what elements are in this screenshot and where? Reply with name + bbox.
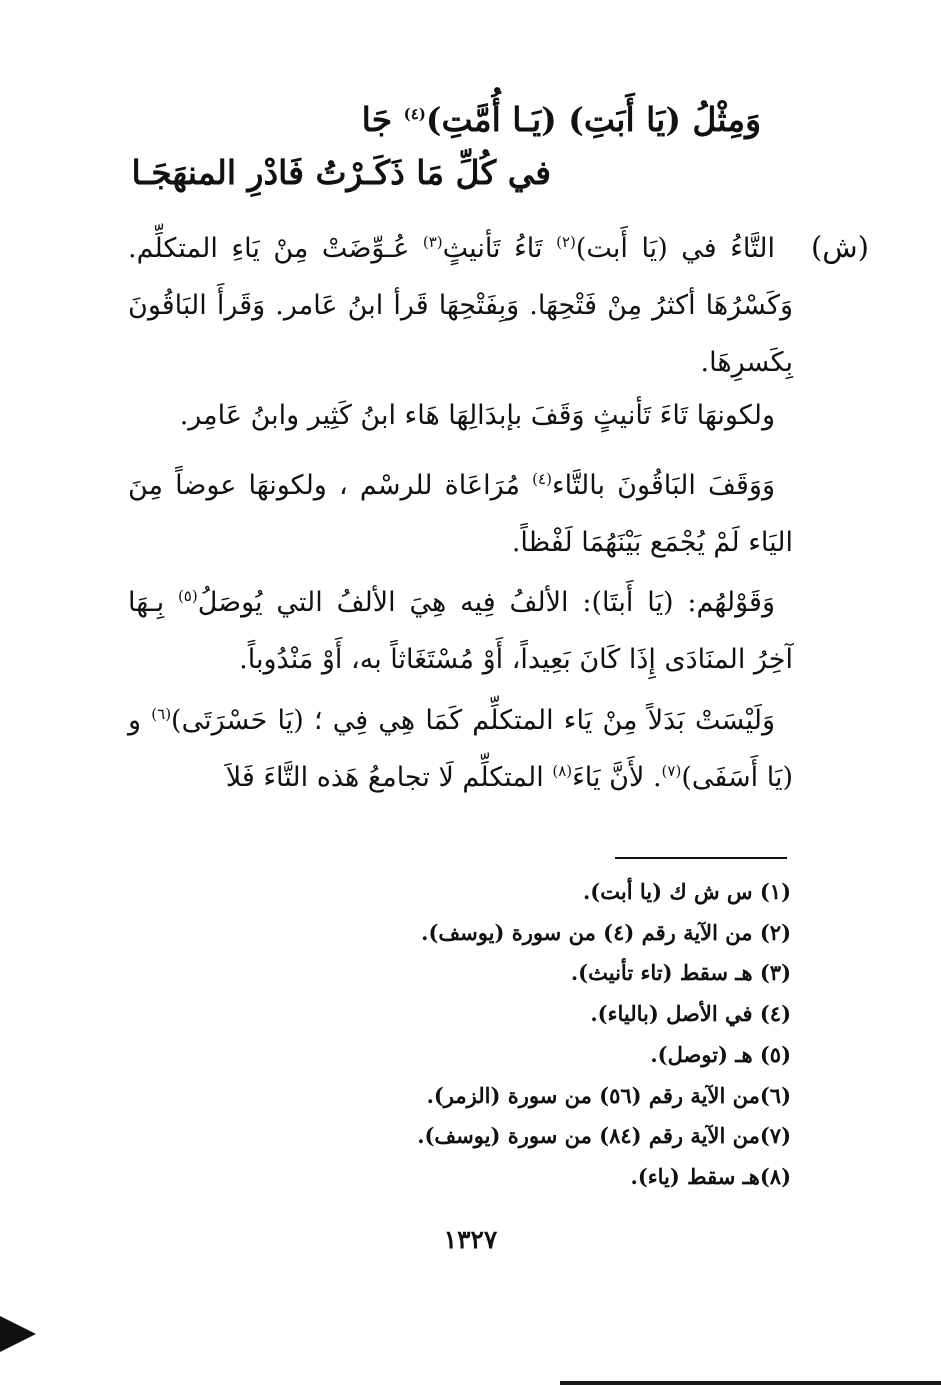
footnote-divider bbox=[615, 857, 787, 859]
footnote-7: (٧)من الآية رقم (٨٤) من سورة (يوسف). bbox=[417, 1123, 791, 1149]
footnote-1: (١) س ش ك (يا أبت). bbox=[582, 879, 791, 904]
footnote-4: (٤) في الأصل (بالياء). bbox=[590, 1001, 791, 1027]
footnote-ref: (٦) bbox=[151, 705, 172, 723]
verse-line-1: وَمِثْلُ (يَا أَبَتِ) (يَـا أُمَّتِ)$^{(٤)}$ جَا bbox=[361, 100, 761, 139]
footnote-3: (٣) هـ سقط (تاء تأنيث). bbox=[570, 960, 791, 986]
paragraph-5: وَلَيْسَتْ بَدَلاً مِنْ يَاء المتكلِّم كَمَا هِي فِي ؛ (يَا حَسْرَتَى)$^{(٦)}$ و (يَا أَسَفَى)$^{(٧)}$. لأَنَّ يَاءَ$^{(٨)}$ المتكلِّم لَا تجامعُ هَذه التَّاءَ فَلاَ bbox=[128, 705, 793, 793]
footnote-ref: (٧) bbox=[661, 762, 682, 780]
footnote-6: (٦)من الآية رقم (٥٦) من سورة (الزمر). bbox=[426, 1082, 791, 1108]
footnote-8: (٨)هـ سقط (ياء). bbox=[630, 1163, 791, 1189]
footnote-ref: (٤) bbox=[532, 470, 552, 488]
footnote-2: (٢) من الآية رقم (٤) من سورة (يوسف). bbox=[421, 919, 791, 945]
page-number: ١٣٢٧ bbox=[443, 1225, 498, 1254]
scan-corner-mark bbox=[0, 1316, 36, 1352]
footnote-5: (٥) هـ (توصل). bbox=[650, 1041, 791, 1067]
verse-line-2: في كُلِّ مَا ذَكَـرْتُ فَادْرِ المنهَجَـا bbox=[131, 153, 551, 192]
paragraph-3: وَوَقَفَ البَاقُونَ بالتَّاء$^{(٤)}$ مُرَاعَاة للرسْم ، ولكونهَا عوضاً مِنَ اليَاء لَمْ يُجْمَع بَيْنَهُمَا لَفْظاً. bbox=[128, 470, 793, 558]
commentary-label: (ش) bbox=[810, 230, 869, 264]
scan-bottom-edge bbox=[560, 1381, 941, 1385]
paragraph-4: وَقَوْلهُم: (يَا أَبتَا): الألفُ فِيه هِيَ الألفُ التي يُوصَلُ$^{(٥)}$ بِـهَا آخِرُ المنَادَى إِذَا كَانَ بَعِيداً، أَوْ مُسْتَغَاثاً به، أَوْ مَنْدُوباً. bbox=[128, 587, 793, 675]
paragraph-2: ولكونهَا تَاءَ تَأنيثٍ وَقَفَ بإبدَالِهَا هَاء ابنُ كَثِير وابنُ عَامِر. bbox=[179, 400, 775, 431]
footnote-ref: (٤) bbox=[403, 105, 426, 123]
footnote-ref: (٣) bbox=[422, 233, 443, 251]
footnote-ref: (٥) bbox=[177, 587, 198, 605]
paragraph-1: التَّاءُ في (يَا أَبت)$^{(٢)}$ تَاءُ تَأنيثٍ$^{(٣)}$ عُـوِّضَتْ مِنْ يَاءِ المتكلِّم. وَكَسْرُهَا أكثرُ مِنْ فَتْحِهَا. وَبِفَتْحِهَا قَرأ ابنُ عَامر. وَقَرأَ البَاقُونَ بِكَسرِهَا. bbox=[128, 233, 793, 378]
footnotes-list bbox=[231, 872, 791, 1198]
footnote-ref: (٢) bbox=[556, 233, 576, 251]
footnote-ref: (٨) bbox=[552, 762, 573, 780]
